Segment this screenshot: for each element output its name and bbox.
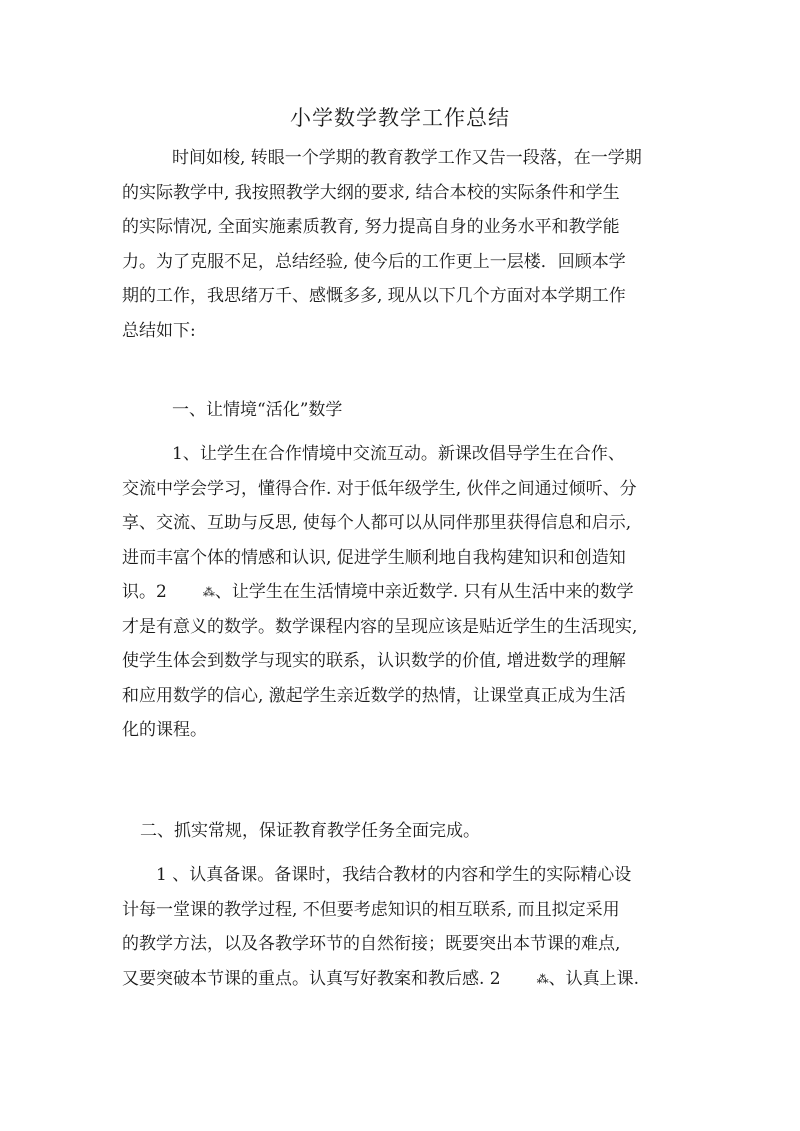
heading-text: 二、抓实常规，保证教育教学任务全面完成。 <box>140 821 480 841</box>
bullet-mark-icon: ⁂ <box>202 585 215 599</box>
bullet-mark-icon: ⁂ <box>536 971 549 986</box>
section-heading-2 <box>122 814 682 849</box>
text-line: 使学生体会到数学与现实的联系，认识数学的价值, 增进数学的理解 <box>122 651 626 671</box>
text-line: 和应用数学的信心, 激起学生亲近数学的热情，让课堂真正成为生活 <box>122 685 626 706</box>
text-line: 总结如下: <box>122 320 196 341</box>
text-line: 的教学方法，以及各教学环节的自然衔接；既要突出本节课的难点, <box>122 934 621 954</box>
text-line: 1 、认真备课。备课时，我结合教材的内容和学生的实际精心设 <box>156 865 632 885</box>
text-line: 的实际情况, 全面实施素质教育, 努力提高自身的业务水平和教学能 <box>122 217 620 237</box>
section-heading-1 <box>122 393 682 428</box>
text-line: 的实际教学中, 我按照教学大纲的要求, 结合本校的实际条件和学生 <box>122 182 620 203</box>
text-segment: 又要突破本节课的重点。认真写好教案和教后感. 2 <box>122 968 501 989</box>
text-segment: 、认真上课. <box>548 968 640 989</box>
text-line: 计每一堂课的教学过程, 不但要考虑知识的相互联系, 而且拟定采用 <box>122 899 620 920</box>
heading-text: 一、让情境“活化”数学 <box>172 400 343 420</box>
paragraph-intro <box>122 141 682 348</box>
paragraph-situation <box>122 437 682 748</box>
text-line: 期的工作，我思绪万千、感慨多多, 现从以下几个方面对本学期工作 <box>122 286 626 306</box>
text-segment: 识。2 <box>122 582 167 602</box>
text-line: 力。为了克服不足，总结经验, 使今后的工作更上一层楼．回顾本学 <box>122 251 626 272</box>
text-line: 交流中学会学习，懂得合作. 对于低年级学生, 伙伴之间通过倾听、分 <box>122 478 637 499</box>
document-title: 小学数学教学工作总结 <box>290 106 510 130</box>
text-line: 进而丰富个体的情感和认识, 促进学生顺利地自我构建知识和创造知 <box>122 547 626 568</box>
paragraph-routine <box>122 858 682 996</box>
text-segment: 、让学生在生活情境中亲近数学. 只有从生活中来的数学 <box>214 582 634 602</box>
text-line <box>122 575 682 610</box>
text-line <box>122 962 682 997</box>
text-line: 1、让学生在合作情境中交流互动。新课改倡导学生在合作、 <box>172 444 625 464</box>
text-line: 才是有意义的数学。数学课程内容的呈现应该是贴近学生的生活现实, <box>122 616 638 637</box>
text-line: 化的课程。 <box>122 720 207 740</box>
text-line: 享、交流、互助与反思, 使每个人都可以从同伴那里获得信息和启示, <box>122 513 632 533</box>
text-line: 时间如梭, 转眼一个学期的教育教学工作又告一段落，在一学期 <box>172 148 642 168</box>
